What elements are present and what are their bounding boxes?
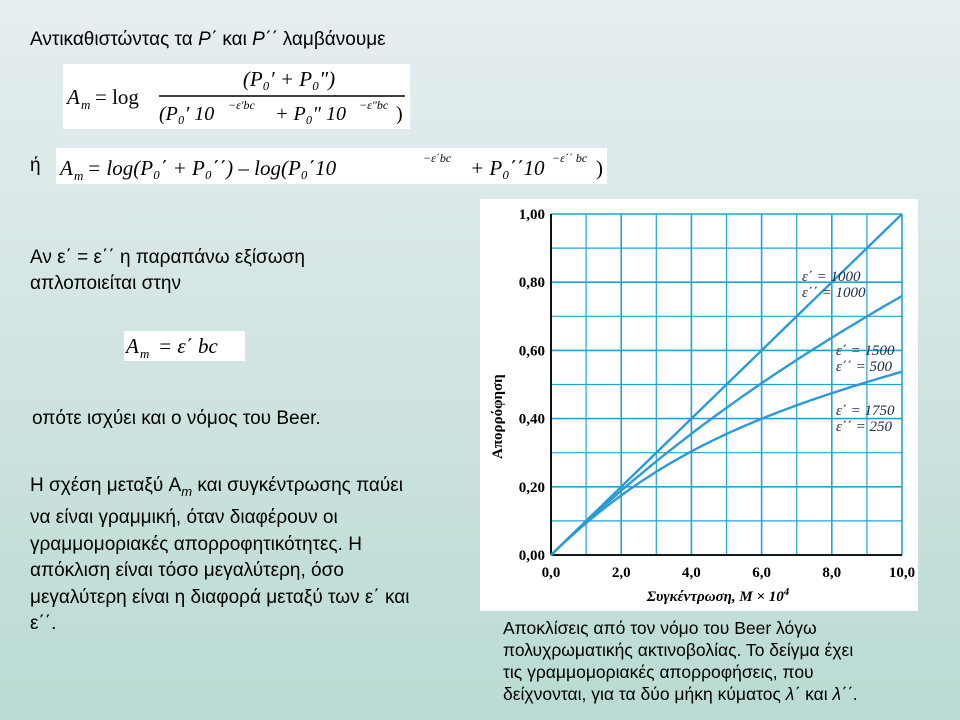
- formula1-den-a: (P₀′ 10: [159, 103, 215, 125]
- formula1-eq: = log: [95, 85, 139, 109]
- figure-caption: Αποκλίσεις από τον νόμο του Beer λόγω πολυχρωματικής ακτινοβολίας. Το δείγμα έχει τις γραμμομοριακές απορροφήσεις, που δείχνονται, για τα δύο μήκη κύματος λ΄ και λ΄΄.: [503, 618, 858, 704]
- beer-law-statement: οπότε ισχύει και ο νόμος του Beer.: [32, 408, 321, 429]
- formula1-den-a-exp: −ε′bc: [228, 98, 255, 112]
- formula-log-difference: [56, 148, 607, 184]
- formula2-exp1: −ε΄bc: [423, 151, 452, 165]
- y-tick-label: 0,40: [518, 411, 545, 428]
- y-tick-label: 1,00: [518, 207, 545, 223]
- formula2-close: ): [596, 156, 603, 180]
- y-tick-label: 0,80: [518, 275, 545, 292]
- x-tick-label: 10,0: [888, 565, 916, 581]
- y-tick-label: 0,60: [518, 343, 545, 360]
- series-label-eps2-3: ε΄΄ = 250: [836, 419, 893, 435]
- formula1-lhs: A: [67, 85, 80, 109]
- x-tick-label: 8,0: [822, 565, 842, 581]
- y-tick-label: 0,00: [518, 548, 545, 564]
- x-tick-label: 2,0: [611, 565, 631, 581]
- x-tick-label: 4,0: [682, 565, 701, 581]
- series-label-eps2-2: ε΄΄ = 500: [836, 359, 893, 375]
- formula2-part1: = log(P₀΄ + P₀΄΄) – log(P₀΄10: [87, 156, 337, 180]
- formula3-rhs: = ε΄ bc: [158, 334, 218, 358]
- or-label: ή: [30, 155, 41, 176]
- formula1-den-close: ): [396, 103, 403, 125]
- p-prime: P΄: [198, 29, 218, 50]
- formula2-part2: + P₀΄΄10: [470, 156, 545, 180]
- x-tick-label: 6,0: [752, 565, 771, 581]
- chart-svg: [480, 199, 918, 611]
- x-axis-label: Συγκέντρωση, $M \times 10^4$: [646, 586, 790, 605]
- formula1-den-b-exp: −ε″bc: [359, 98, 389, 112]
- formula3-lhs-sub: m: [140, 346, 150, 361]
- formula1-numerator: (P₀′ + P₀″): [242, 67, 336, 91]
- formula2-lhs-sub: m: [74, 168, 84, 183]
- formula2-exp2: −ε΄΄ bc: [552, 151, 588, 165]
- p-double-prime: P΄΄: [252, 29, 278, 50]
- formula-beer-law: [124, 331, 245, 361]
- absorbance-chart: [480, 199, 918, 611]
- formula3-lhs: A: [126, 334, 139, 358]
- y-tick-label: 0,20: [518, 479, 545, 496]
- series-label-eps1-2: ε΄ = 1500: [836, 343, 895, 359]
- y-axis-label: Απορρόφηση: [490, 374, 506, 459]
- series-label-eps2-1: ε΄΄ = 1000: [802, 285, 866, 301]
- formula1-lhs-sub: m: [81, 97, 91, 112]
- x-tick-label: 0,0: [541, 565, 561, 581]
- series-label-eps1-3: ε΄ = 1750: [836, 403, 895, 419]
- formula2-lhs: A: [60, 156, 73, 180]
- series-label-eps1-1: ε΄ = 1000: [802, 269, 861, 285]
- deviation-paragraph: Η σχέση μεταξύ $A_m$ και συγκέντρωσης παύει να είναι γραμμική, όταν διαφέρουν οι γραμμομοριακές απορροφητικότητες. Η απόκλιση είναι τόσο μεγαλύτερη, όσο μεγαλύτερη είναι η διαφορά μεταξύ των ε΄ και ε΄΄.: [30, 475, 410, 635]
- intro-text: Αντικαθιστώντας τα P΄ και P΄΄ λαμβάνουμε: [30, 29, 386, 50]
- formula1-den-plus: + P₀″ 10: [275, 103, 346, 125]
- condition-text: Αν ε΄ = ε΄΄ η παραπάνω εξίσωση απλοποιείται στην: [30, 247, 305, 294]
- curve-annotations: [802, 269, 895, 435]
- formula-fraction: [63, 64, 410, 129]
